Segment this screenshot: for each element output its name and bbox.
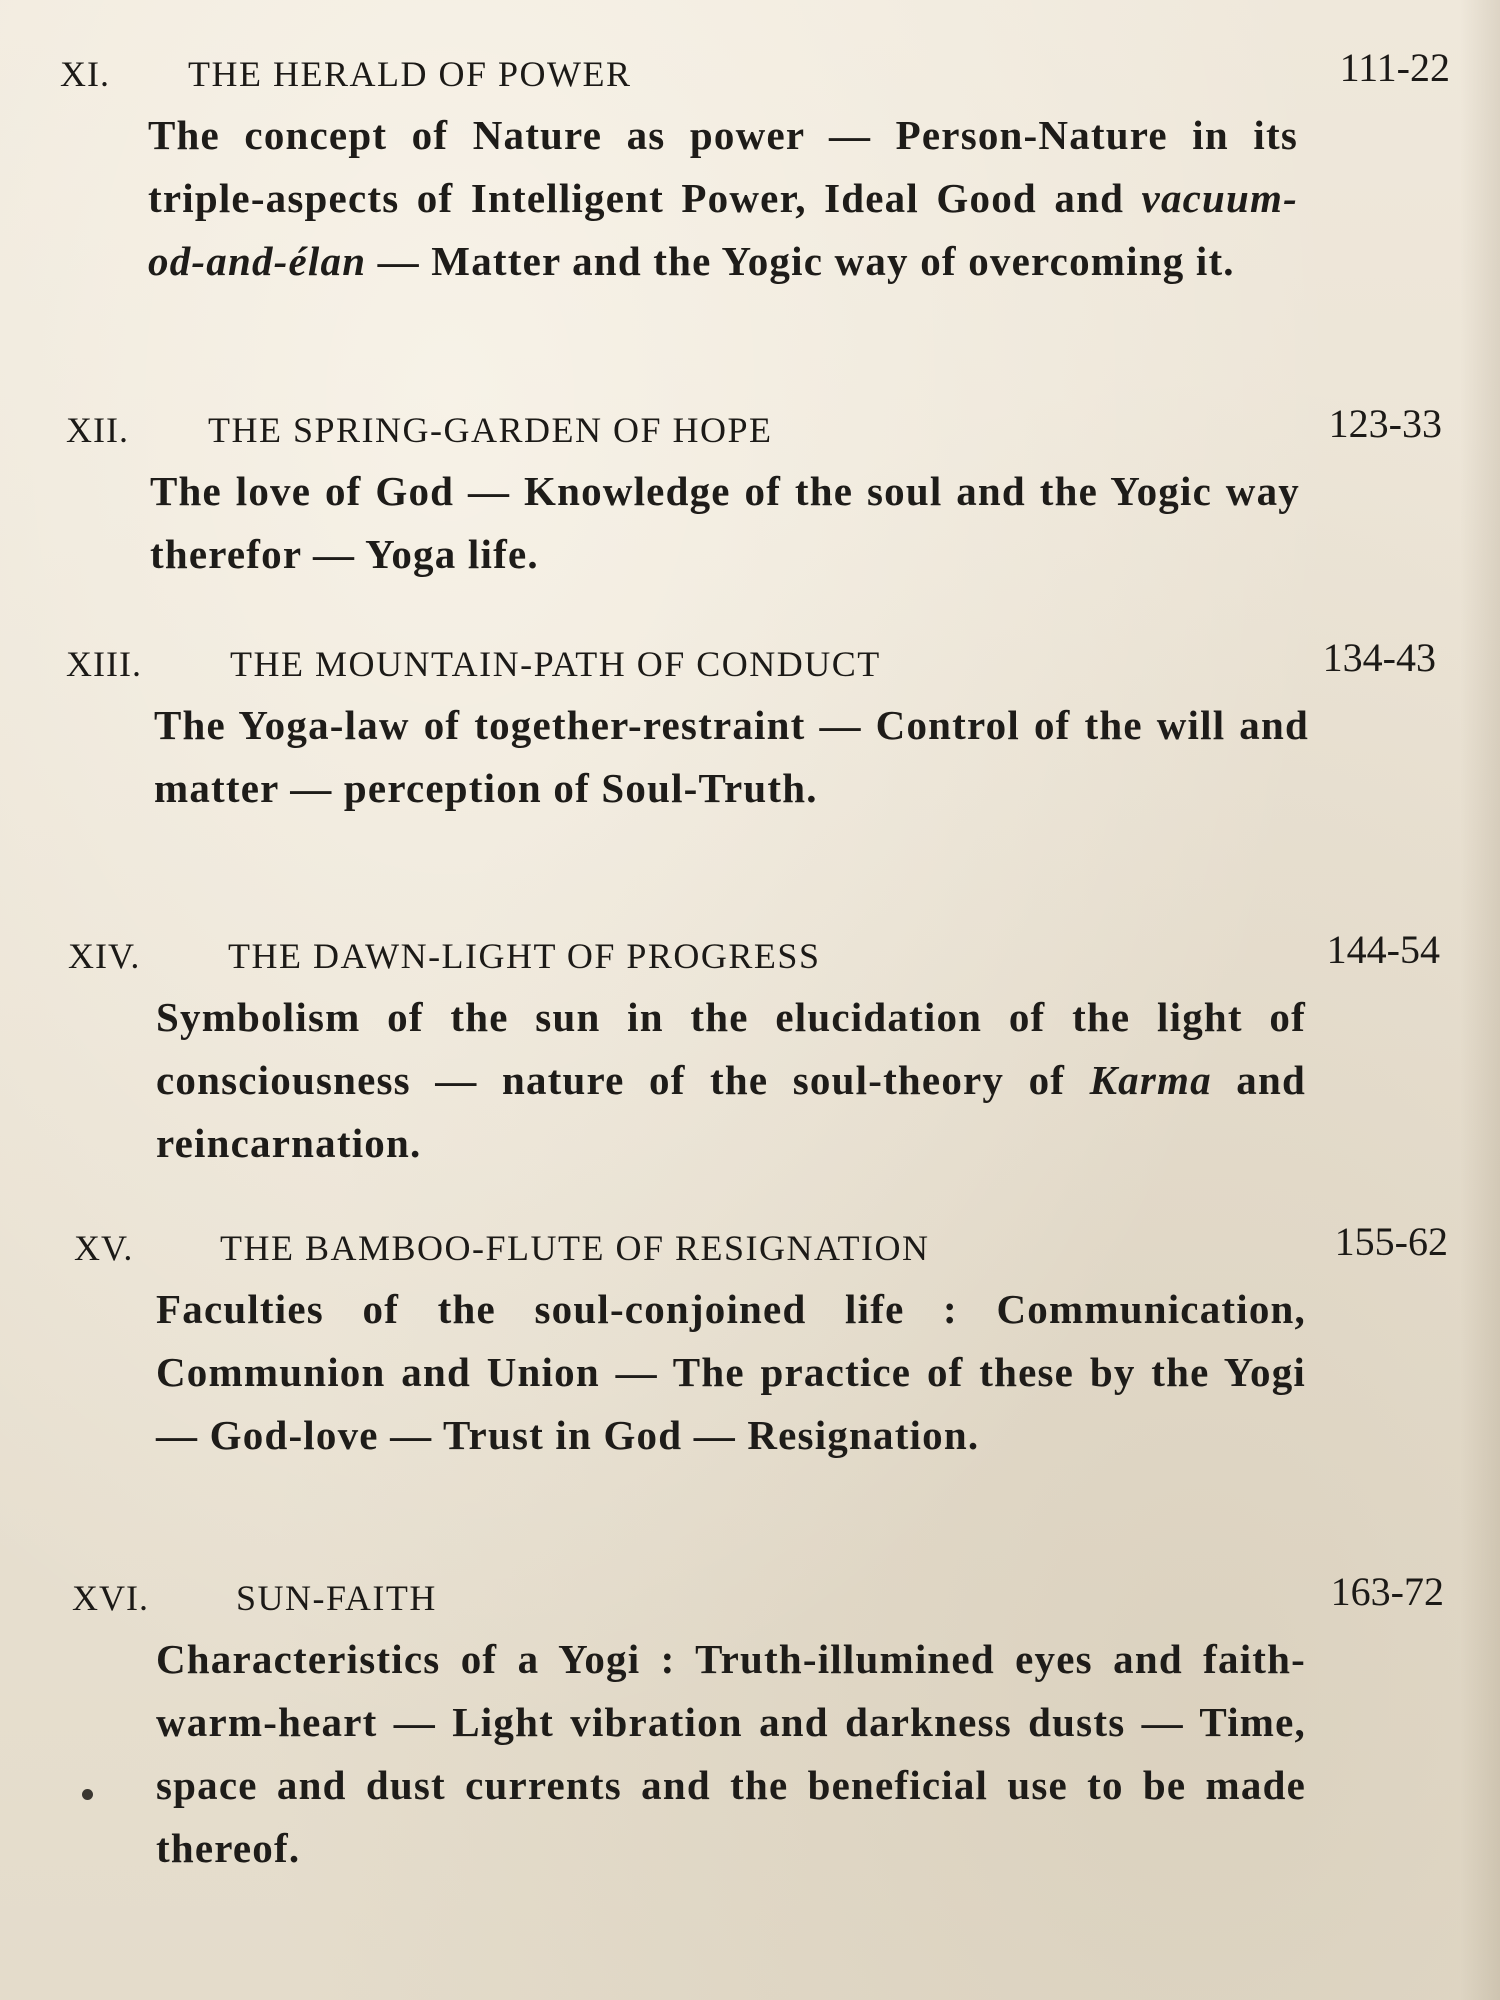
- page-range: 134-43: [1322, 635, 1436, 680]
- chapter-numeral: XIV.: [68, 936, 141, 976]
- chapter-numeral: XVI.: [72, 1578, 149, 1618]
- page-range: 111-22: [1339, 45, 1450, 90]
- page-range: 123-33: [1328, 401, 1442, 446]
- entry-header: [60, 400, 1450, 460]
- chapter-summary: The love of God — Knowledge of the soul and the Yogic way therefor — Yoga life.: [150, 468, 1300, 577]
- chapter-title: THE BAMBOO-FLUTE OF RESIGNATION: [220, 1228, 930, 1268]
- chapter-summary: Faculties of the soul-conjoined life : Communication, Communion and Union — The practice of these by the Yogi — God-love — Trust in God — Resignation.: [156, 1286, 1306, 1458]
- chapter-summary: The Yoga-law of together-restraint — Control of the will and matter — perception of Soul-Truth.: [154, 702, 1309, 811]
- toc-entry-xi: [60, 44, 1450, 293]
- toc-entry-xii: [60, 400, 1450, 586]
- chapter-title: THE SPRING-GARDEN OF HOPE: [208, 410, 773, 450]
- page-range: 155-62: [1334, 1219, 1448, 1264]
- chapter-summary: Characteristics of a Yogi : Truth-illumined eyes and faith-warm-heart — Light vibration and darkness dusts — Time, space and dust currents and the beneficial use to be made thereof.: [156, 1636, 1306, 1871]
- page-range: 144-54: [1326, 927, 1440, 972]
- page-edge-shadow: [1460, 0, 1500, 2000]
- chapter-title: SUN-FAITH: [236, 1578, 437, 1618]
- summary-text: Symbolism of the sun in the elucidation of the light of consciousness — nature of the soul-theory of: [156, 994, 1306, 1103]
- margin-bullet-mark: [82, 1789, 93, 1800]
- chapter-summary: [156, 986, 1306, 1175]
- entry-header: [60, 634, 1450, 694]
- toc-entry-xvi: [60, 1568, 1450, 1880]
- chapter-numeral: XIII.: [66, 644, 142, 684]
- chapter-title: THE MOUNTAIN-PATH OF CONDUCT: [230, 644, 881, 684]
- toc-entry-xiv: [60, 926, 1450, 1175]
- summary-text-after: and reincarnation.: [156, 1057, 1307, 1166]
- entry-header: [60, 926, 1450, 986]
- chapter-numeral: XI.: [60, 54, 110, 94]
- page-range: 163-72: [1330, 1569, 1444, 1614]
- summary-text-after: — Matter and the Yogic way of overcoming it.: [366, 238, 1235, 284]
- chapter-title: THE HERALD OF POWER: [188, 54, 632, 94]
- chapter-title: THE DAWN-LIGHT OF PROGRESS: [228, 936, 821, 976]
- chapter-numeral: XII.: [66, 410, 129, 450]
- summary-italic-text: vacuum-od-and-élan: [148, 175, 1298, 284]
- entry-header: [60, 44, 1450, 104]
- chapter-summary: [148, 104, 1298, 293]
- summary-italic-text: Karma: [1089, 1057, 1212, 1103]
- summary-text: The concept of Nature as power — Person-Nature in its triple-aspects of Intelligent Power, Ideal Good and: [148, 112, 1298, 221]
- toc-entry-xiii: [60, 634, 1450, 820]
- entry-header: [60, 1568, 1450, 1628]
- toc-entry-xv: [60, 1218, 1450, 1467]
- entry-header: [60, 1218, 1450, 1278]
- chapter-numeral: XV.: [74, 1228, 134, 1268]
